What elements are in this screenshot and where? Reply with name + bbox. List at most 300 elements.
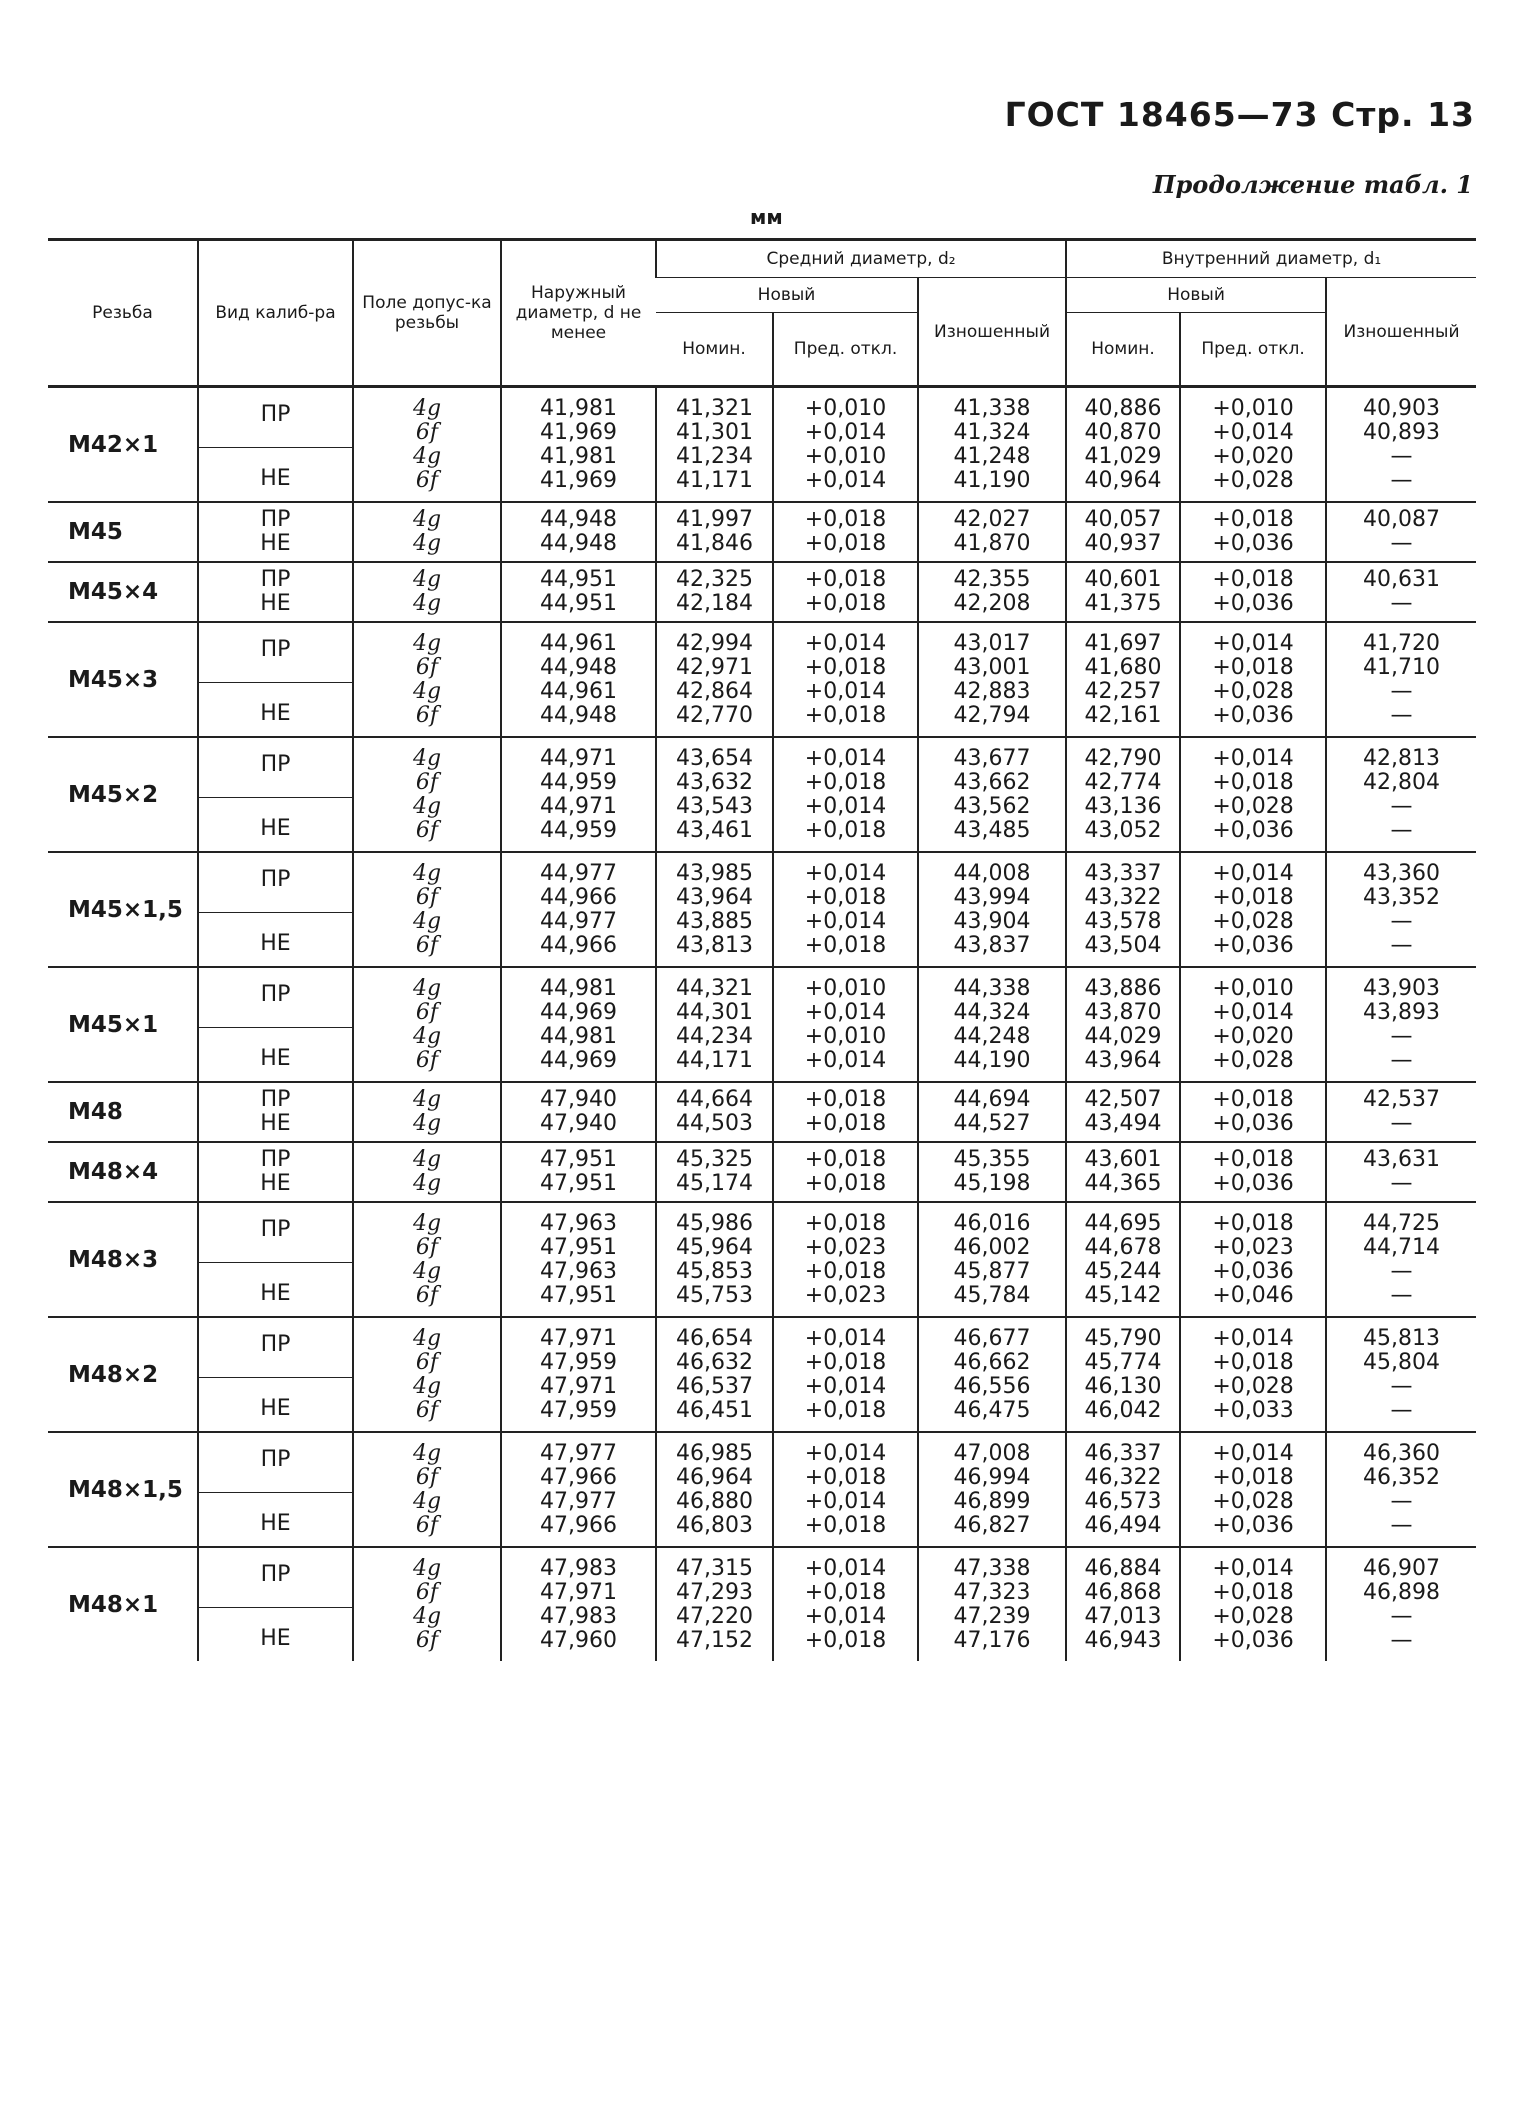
pitch-nominal-value: 44,171 (676, 1047, 753, 1073)
minor-nominal-value: 43,886 (1084, 975, 1162, 1001)
gauge-type-label: НЕ (260, 1111, 291, 1136)
pitch-nominal-value: 43,632 (676, 769, 753, 795)
outer-diameter (501, 967, 656, 1082)
gauge-type-label: ПР (260, 1087, 291, 1112)
minor-worn-value: 46,898 (1363, 1579, 1441, 1605)
pitch-worn-value: 46,899 (953, 1488, 1031, 1514)
outer-diameter (501, 1317, 656, 1432)
pitch-deviation-value: +0,014 (804, 1047, 887, 1073)
tolerance-field-value: 4g (412, 1111, 442, 1136)
table-row (48, 622, 1476, 737)
gauge-type-nogo: НЕ (260, 701, 291, 726)
pitch-deviation (773, 1547, 918, 1661)
pitch-nominal-value: 44,664 (676, 1087, 753, 1112)
minor-nominal-value: 46,337 (1084, 1440, 1162, 1466)
pitch-deviation-value: +0,014 (804, 1555, 887, 1581)
minor-worn-value: — (1390, 678, 1413, 704)
pitch-nominal-value: 45,964 (676, 1234, 753, 1260)
tolerance-field-value: 4g (412, 507, 442, 532)
outer-diameter-value: 44,966 (540, 932, 617, 958)
minor-nominal-value: 43,964 (1084, 1047, 1162, 1073)
gauge-type-go: ПР (199, 623, 352, 683)
minor-worn-value: — (1390, 908, 1413, 934)
pitch-deviation-value: +0,018 (804, 1147, 887, 1172)
tolerance-field-value: 6f (415, 932, 439, 958)
pitch-worn-value: 43,017 (953, 630, 1031, 656)
gauge-type-cell (198, 387, 353, 503)
pitch-nominal-value: 45,853 (676, 1258, 753, 1284)
pitch-nominal (656, 737, 773, 852)
tolerance-field-value: 4g (412, 1258, 442, 1284)
minor-worn-value: — (1390, 1488, 1413, 1514)
outer-diameter-value: 44,948 (540, 531, 617, 556)
outer-diameter-value: 44,966 (540, 884, 617, 910)
pitch-deviation (773, 1082, 918, 1142)
minor-deviation-value: +0,036 (1212, 591, 1294, 616)
outer-diameter-value: 47,977 (540, 1440, 617, 1466)
outer-diameter-value: 47,940 (540, 1087, 617, 1112)
thread-designation: М45 (68, 519, 123, 545)
minor-nominal-value: 44,029 (1084, 1023, 1162, 1049)
pitch-nominal-value: 41,301 (676, 419, 753, 445)
gauge-type-label: ПР (260, 1147, 291, 1172)
thread-designation: М45×1,5 (68, 896, 183, 923)
minor-deviation-value: +0,018 (1212, 769, 1294, 795)
gauge-type-nogo: НЕ (260, 931, 291, 956)
minor-deviation (1180, 1082, 1326, 1142)
header-pitch-worn: Изношенный (918, 278, 1066, 387)
minor-deviation-value: +0,028 (1212, 467, 1294, 493)
tolerance-field-value: 6f (415, 1627, 439, 1653)
minor-nominal-value: 42,790 (1084, 745, 1162, 771)
pitch-nominal-value: 41,171 (676, 467, 753, 493)
minor-nominal (1066, 1432, 1180, 1547)
pitch-nominal-value: 43,885 (676, 908, 753, 934)
tolerance-field (353, 502, 501, 562)
outer-diameter-value: 47,959 (540, 1397, 617, 1423)
pitch-worn-value: 46,677 (953, 1325, 1031, 1351)
minor-nominal-value: 42,507 (1084, 1087, 1162, 1112)
minor-worn-value: 46,352 (1363, 1464, 1441, 1490)
outer-diameter (501, 562, 656, 622)
minor-nominal-value: 41,697 (1084, 630, 1162, 656)
tolerance-field-value: 4g (412, 630, 442, 656)
outer-diameter-value: 47,951 (540, 1171, 617, 1196)
pitch-worn-value: 41,870 (953, 531, 1031, 556)
tolerance-field (353, 737, 501, 852)
pitch-worn-value: 45,355 (953, 1147, 1031, 1172)
gauge-type-cell (198, 852, 353, 967)
header-thread: Резьба (48, 240, 198, 387)
pitch-worn-value: 45,877 (953, 1258, 1031, 1284)
minor-deviation-value: +0,018 (1212, 507, 1294, 532)
pitch-nominal-value: 45,174 (676, 1171, 753, 1196)
tolerance-field (353, 622, 501, 737)
pitch-nominal-value: 42,325 (676, 567, 753, 592)
minor-nominal-value: 46,042 (1084, 1397, 1162, 1423)
pitch-nominal-value: 43,543 (676, 793, 753, 819)
pitch-nominal (656, 852, 773, 967)
tolerance-field (353, 1202, 501, 1317)
pitch-nominal-value: 44,234 (676, 1023, 753, 1049)
gauge-type-label: ПР (260, 507, 291, 532)
gauge-type-cell (198, 1432, 353, 1547)
pitch-nominal-value: 45,986 (676, 1210, 753, 1236)
pitch-deviation-value: +0,018 (804, 1210, 887, 1236)
minor-nominal-value: 43,601 (1084, 1147, 1162, 1172)
tolerance-field-value: 6f (415, 467, 439, 493)
minor-deviation-value: +0,014 (1212, 1325, 1294, 1351)
pitch-deviation-value: +0,010 (804, 975, 887, 1001)
minor-worn-value: 42,537 (1363, 1087, 1441, 1112)
tolerance-field-value: 4g (412, 1603, 442, 1629)
pitch-deviation-value: +0,014 (804, 1488, 887, 1514)
pitch-worn-value: 44,527 (953, 1111, 1031, 1136)
minor-worn-value: 41,710 (1363, 654, 1441, 680)
pitch-deviation-value: +0,018 (804, 1627, 887, 1653)
pitch-deviation (773, 502, 918, 562)
outer-diameter (501, 737, 656, 852)
tolerance-field-value: 6f (415, 999, 439, 1025)
table-row (48, 737, 1476, 852)
tolerance-field-value: 6f (415, 817, 439, 843)
tolerance-field-value: 4g (412, 678, 442, 704)
tolerance-field-value: 4g (412, 793, 442, 819)
pitch-deviation-value: +0,014 (804, 1325, 887, 1351)
outer-diameter-value: 47,959 (540, 1349, 617, 1375)
pitch-nominal (656, 562, 773, 622)
minor-worn-value: 43,352 (1363, 884, 1441, 910)
outer-diameter-value: 47,971 (540, 1325, 617, 1351)
minor-nominal-value: 43,504 (1084, 932, 1162, 958)
minor-deviation-value: +0,014 (1212, 1440, 1294, 1466)
minor-deviation (1180, 562, 1326, 622)
minor-deviation-value: +0,036 (1212, 1111, 1294, 1136)
gauge-type-nogo: НЕ (260, 816, 291, 841)
minor-worn-value: 42,804 (1363, 769, 1441, 795)
minor-worn-value: 43,903 (1363, 975, 1441, 1001)
gauge-type-cell (198, 1142, 353, 1202)
outer-diameter-value: 44,948 (540, 654, 617, 680)
outer-diameter-value: 44,951 (540, 567, 617, 592)
minor-deviation (1180, 737, 1326, 852)
outer-diameter-value: 41,969 (540, 419, 617, 445)
pitch-nominal-value: 41,846 (676, 531, 753, 556)
outer-diameter-value: 47,966 (540, 1464, 617, 1490)
minor-worn-value: — (1390, 531, 1413, 556)
outer-diameter-value: 47,951 (540, 1147, 617, 1172)
pitch-deviation (773, 1432, 918, 1547)
pitch-nominal-value: 44,503 (676, 1111, 753, 1136)
pitch-nominal-value: 46,632 (676, 1349, 753, 1375)
pitch-nominal (656, 387, 773, 503)
gauge-type-nogo: НЕ (260, 1396, 291, 1421)
pitch-worn (918, 967, 1066, 1082)
minor-nominal-value: 43,578 (1084, 908, 1162, 934)
minor-worn-value: — (1390, 817, 1413, 843)
tolerance-field (353, 967, 501, 1082)
tolerance-field (353, 1082, 501, 1142)
thread-designation: М45×3 (68, 666, 159, 693)
pitch-nominal-value: 43,654 (676, 745, 753, 771)
pitch-worn (918, 1202, 1066, 1317)
minor-worn-value: — (1390, 932, 1413, 958)
pitch-deviation-value: +0,010 (804, 395, 887, 421)
minor-nominal (1066, 967, 1180, 1082)
minor-worn-value: — (1390, 1047, 1413, 1073)
tolerance-field-value: 6f (415, 419, 439, 445)
minor-deviation-value: +0,028 (1212, 908, 1294, 934)
tolerance-field-value: 4g (412, 908, 442, 934)
minor-deviation (1180, 1432, 1326, 1547)
tolerance-field-value: 4g (412, 1555, 442, 1581)
pitch-nominal (656, 1142, 773, 1202)
outer-diameter (501, 502, 656, 562)
pitch-nominal-value: 44,321 (676, 975, 753, 1001)
minor-deviation-value: +0,018 (1212, 567, 1294, 592)
thread-designation: М42×1 (68, 431, 159, 458)
pitch-worn-value: 44,248 (953, 1023, 1031, 1049)
pitch-nominal-value: 42,864 (676, 678, 753, 704)
pitch-nominal-value: 46,964 (676, 1464, 753, 1490)
minor-worn-value: 40,087 (1363, 507, 1441, 532)
minor-deviation-value: +0,020 (1212, 1023, 1294, 1049)
tolerance-field (353, 562, 501, 622)
header-pitch-diameter: Средний диаметр, d₂ (656, 240, 1066, 278)
minor-nominal-value: 46,884 (1084, 1555, 1162, 1581)
tolerance-field-value: 4g (412, 1440, 442, 1466)
table-row (48, 852, 1476, 967)
pitch-worn-value: 46,994 (953, 1464, 1031, 1490)
gauge-dimensions-table (48, 238, 1476, 1661)
minor-worn-value: — (1390, 591, 1413, 616)
minor-nominal-value: 45,774 (1084, 1349, 1162, 1375)
gauge-type-cell (198, 502, 353, 562)
minor-nominal-value: 45,790 (1084, 1325, 1162, 1351)
outer-diameter-value: 41,981 (540, 443, 617, 469)
pitch-deviation-value: +0,018 (804, 769, 887, 795)
pitch-deviation-value: +0,014 (804, 999, 887, 1025)
minor-deviation-value: +0,033 (1212, 1397, 1294, 1423)
outer-diameter-value: 47,966 (540, 1512, 617, 1538)
pitch-deviation-value: +0,018 (804, 1579, 887, 1605)
pitch-worn-value: 46,662 (953, 1349, 1031, 1375)
table-header (48, 240, 1476, 387)
minor-deviation-value: +0,023 (1212, 1234, 1294, 1260)
gauge-type-go: ПР (199, 1548, 352, 1608)
pitch-worn-value: 46,556 (953, 1373, 1031, 1399)
pitch-deviation-value: +0,023 (804, 1234, 887, 1260)
tolerance-field-value: 4g (412, 1087, 442, 1112)
pitch-nominal-value: 42,770 (676, 702, 753, 728)
pitch-deviation-value: +0,023 (804, 1282, 887, 1308)
pitch-nominal-value: 47,293 (676, 1579, 753, 1605)
minor-worn-value: — (1390, 443, 1413, 469)
minor-nominal-value: 46,130 (1084, 1373, 1162, 1399)
tolerance-field-value: 4g (412, 591, 442, 616)
minor-worn-value: 40,631 (1363, 567, 1441, 592)
thread-designation: М48×1 (68, 1591, 159, 1618)
minor-deviation-value: +0,028 (1212, 793, 1294, 819)
thread-designation: М45×2 (68, 781, 159, 808)
gauge-type-go: ПР (199, 388, 352, 448)
pitch-deviation-value: +0,018 (804, 817, 887, 843)
pitch-nominal-value: 41,321 (676, 395, 753, 421)
outer-diameter-value: 47,951 (540, 1282, 617, 1308)
minor-nominal-value: 44,365 (1084, 1171, 1162, 1196)
minor-deviation (1180, 1202, 1326, 1317)
pitch-nominal-value: 45,325 (676, 1147, 753, 1172)
outer-diameter-value: 47,971 (540, 1579, 617, 1605)
outer-diameter-value: 44,948 (540, 507, 617, 532)
table-body (48, 387, 1476, 1662)
minor-nominal-value: 42,774 (1084, 769, 1162, 795)
minor-nominal-value: 47,013 (1084, 1603, 1162, 1629)
minor-deviation-value: +0,014 (1212, 745, 1294, 771)
pitch-worn-value: 43,994 (953, 884, 1031, 910)
minor-worn-value: — (1390, 1023, 1413, 1049)
minor-nominal (1066, 1547, 1180, 1661)
outer-diameter (501, 852, 656, 967)
minor-nominal-value: 43,322 (1084, 884, 1162, 910)
minor-deviation-value: +0,014 (1212, 419, 1294, 445)
minor-nominal-value: 42,257 (1084, 678, 1162, 704)
gauge-type-go: ПР (199, 1203, 352, 1263)
pitch-nominal-value: 43,813 (676, 932, 753, 958)
pitch-worn-value: 47,176 (953, 1627, 1031, 1653)
minor-worn (1326, 852, 1476, 967)
minor-nominal-value: 43,337 (1084, 860, 1162, 886)
minor-worn-value: 43,360 (1363, 860, 1441, 886)
outer-diameter-value: 47,977 (540, 1488, 617, 1514)
pitch-worn-value: 47,008 (953, 1440, 1031, 1466)
pitch-worn-value: 45,198 (953, 1171, 1031, 1196)
pitch-deviation-value: +0,014 (804, 908, 887, 934)
outer-diameter-value: 44,977 (540, 908, 617, 934)
minor-nominal (1066, 737, 1180, 852)
tolerance-field (353, 1142, 501, 1202)
pitch-nominal (656, 1547, 773, 1661)
pitch-worn-value: 42,883 (953, 678, 1031, 704)
minor-nominal (1066, 1202, 1180, 1317)
minor-worn-value: — (1390, 1111, 1413, 1136)
gauge-type-label: НЕ (260, 1171, 291, 1196)
minor-deviation-value: +0,028 (1212, 678, 1294, 704)
pitch-worn (918, 1317, 1066, 1432)
gauge-type-nogo: НЕ (260, 1281, 291, 1306)
pitch-worn-value: 47,323 (953, 1579, 1031, 1605)
gauge-type-cell (198, 562, 353, 622)
pitch-worn-value: 43,001 (953, 654, 1031, 680)
pitch-nominal-value: 46,654 (676, 1325, 753, 1351)
minor-deviation-value: +0,036 (1212, 1258, 1294, 1284)
pitch-worn (918, 622, 1066, 737)
tolerance-field (353, 1317, 501, 1432)
outer-diameter-value: 44,977 (540, 860, 617, 886)
pitch-nominal-value: 46,537 (676, 1373, 753, 1399)
pitch-worn (918, 562, 1066, 622)
pitch-worn (918, 1432, 1066, 1547)
minor-worn-value: — (1390, 1397, 1413, 1423)
outer-diameter-value: 41,969 (540, 467, 617, 493)
tolerance-field-value: 6f (415, 1512, 439, 1538)
outer-diameter-value: 44,959 (540, 817, 617, 843)
outer-diameter-value: 44,961 (540, 678, 617, 704)
tolerance-field-value: 6f (415, 1282, 439, 1308)
minor-worn-value: — (1390, 1373, 1413, 1399)
outer-diameter-value: 44,969 (540, 1047, 617, 1073)
gauge-type-cell (198, 1317, 353, 1432)
minor-worn (1326, 1142, 1476, 1202)
tolerance-field (353, 1432, 501, 1547)
outer-diameter (501, 622, 656, 737)
minor-deviation-value: +0,036 (1212, 1627, 1294, 1653)
pitch-deviation (773, 1317, 918, 1432)
pitch-worn (918, 387, 1066, 503)
minor-nominal-value: 41,029 (1084, 443, 1162, 469)
pitch-nominal-value: 46,451 (676, 1397, 753, 1423)
table-row (48, 1202, 1476, 1317)
outer-diameter-value: 44,981 (540, 975, 617, 1001)
minor-deviation-value: +0,020 (1212, 443, 1294, 469)
outer-diameter-value: 47,963 (540, 1210, 617, 1236)
minor-worn-value: 40,903 (1363, 395, 1441, 421)
minor-worn (1326, 737, 1476, 852)
pitch-nominal (656, 1202, 773, 1317)
tolerance-field-value: 6f (415, 1349, 439, 1375)
tolerance-field-value: 6f (415, 1579, 439, 1605)
pitch-nominal (656, 1432, 773, 1547)
minor-worn (1326, 562, 1476, 622)
tolerance-field-value: 4g (412, 567, 442, 592)
pitch-nominal-value: 46,985 (676, 1440, 753, 1466)
header-minor-worn: Изношенный (1326, 278, 1476, 387)
gauge-type-nogo: НЕ (260, 1046, 291, 1071)
outer-diameter-value: 44,951 (540, 591, 617, 616)
tolerance-field-value: 6f (415, 1234, 439, 1260)
pitch-worn-value: 42,794 (953, 702, 1031, 728)
pitch-deviation-value: +0,014 (804, 1373, 887, 1399)
outer-diameter-value: 44,961 (540, 630, 617, 656)
outer-diameter-value: 44,971 (540, 793, 617, 819)
minor-worn-value: — (1390, 1258, 1413, 1284)
minor-nominal-value: 40,057 (1084, 507, 1162, 532)
minor-worn (1326, 1202, 1476, 1317)
minor-deviation-value: +0,036 (1212, 932, 1294, 958)
pitch-deviation-value: +0,018 (804, 1258, 887, 1284)
tolerance-field-value: 6f (415, 769, 439, 795)
minor-worn-value: 45,804 (1363, 1349, 1441, 1375)
gauge-type-nogo: НЕ (260, 466, 291, 491)
minor-worn-value: 45,813 (1363, 1325, 1441, 1351)
pitch-worn (918, 1082, 1066, 1142)
minor-deviation (1180, 967, 1326, 1082)
minor-nominal-value: 44,695 (1084, 1210, 1162, 1236)
tolerance-field (353, 852, 501, 967)
minor-deviation-value: +0,018 (1212, 884, 1294, 910)
pitch-worn-value: 43,677 (953, 745, 1031, 771)
outer-diameter (501, 1202, 656, 1317)
pitch-deviation-value: +0,014 (804, 793, 887, 819)
header-tolerance-field: Поле допус-ка резьбы (353, 240, 501, 387)
pitch-worn-value: 44,324 (953, 999, 1031, 1025)
pitch-nominal (656, 967, 773, 1082)
minor-deviation-value: +0,014 (1212, 999, 1294, 1025)
minor-nominal-value: 44,678 (1084, 1234, 1162, 1260)
tolerance-field-value: 6f (415, 1047, 439, 1073)
minor-deviation-value: +0,018 (1212, 1349, 1294, 1375)
minor-worn-value: 43,631 (1363, 1147, 1441, 1172)
